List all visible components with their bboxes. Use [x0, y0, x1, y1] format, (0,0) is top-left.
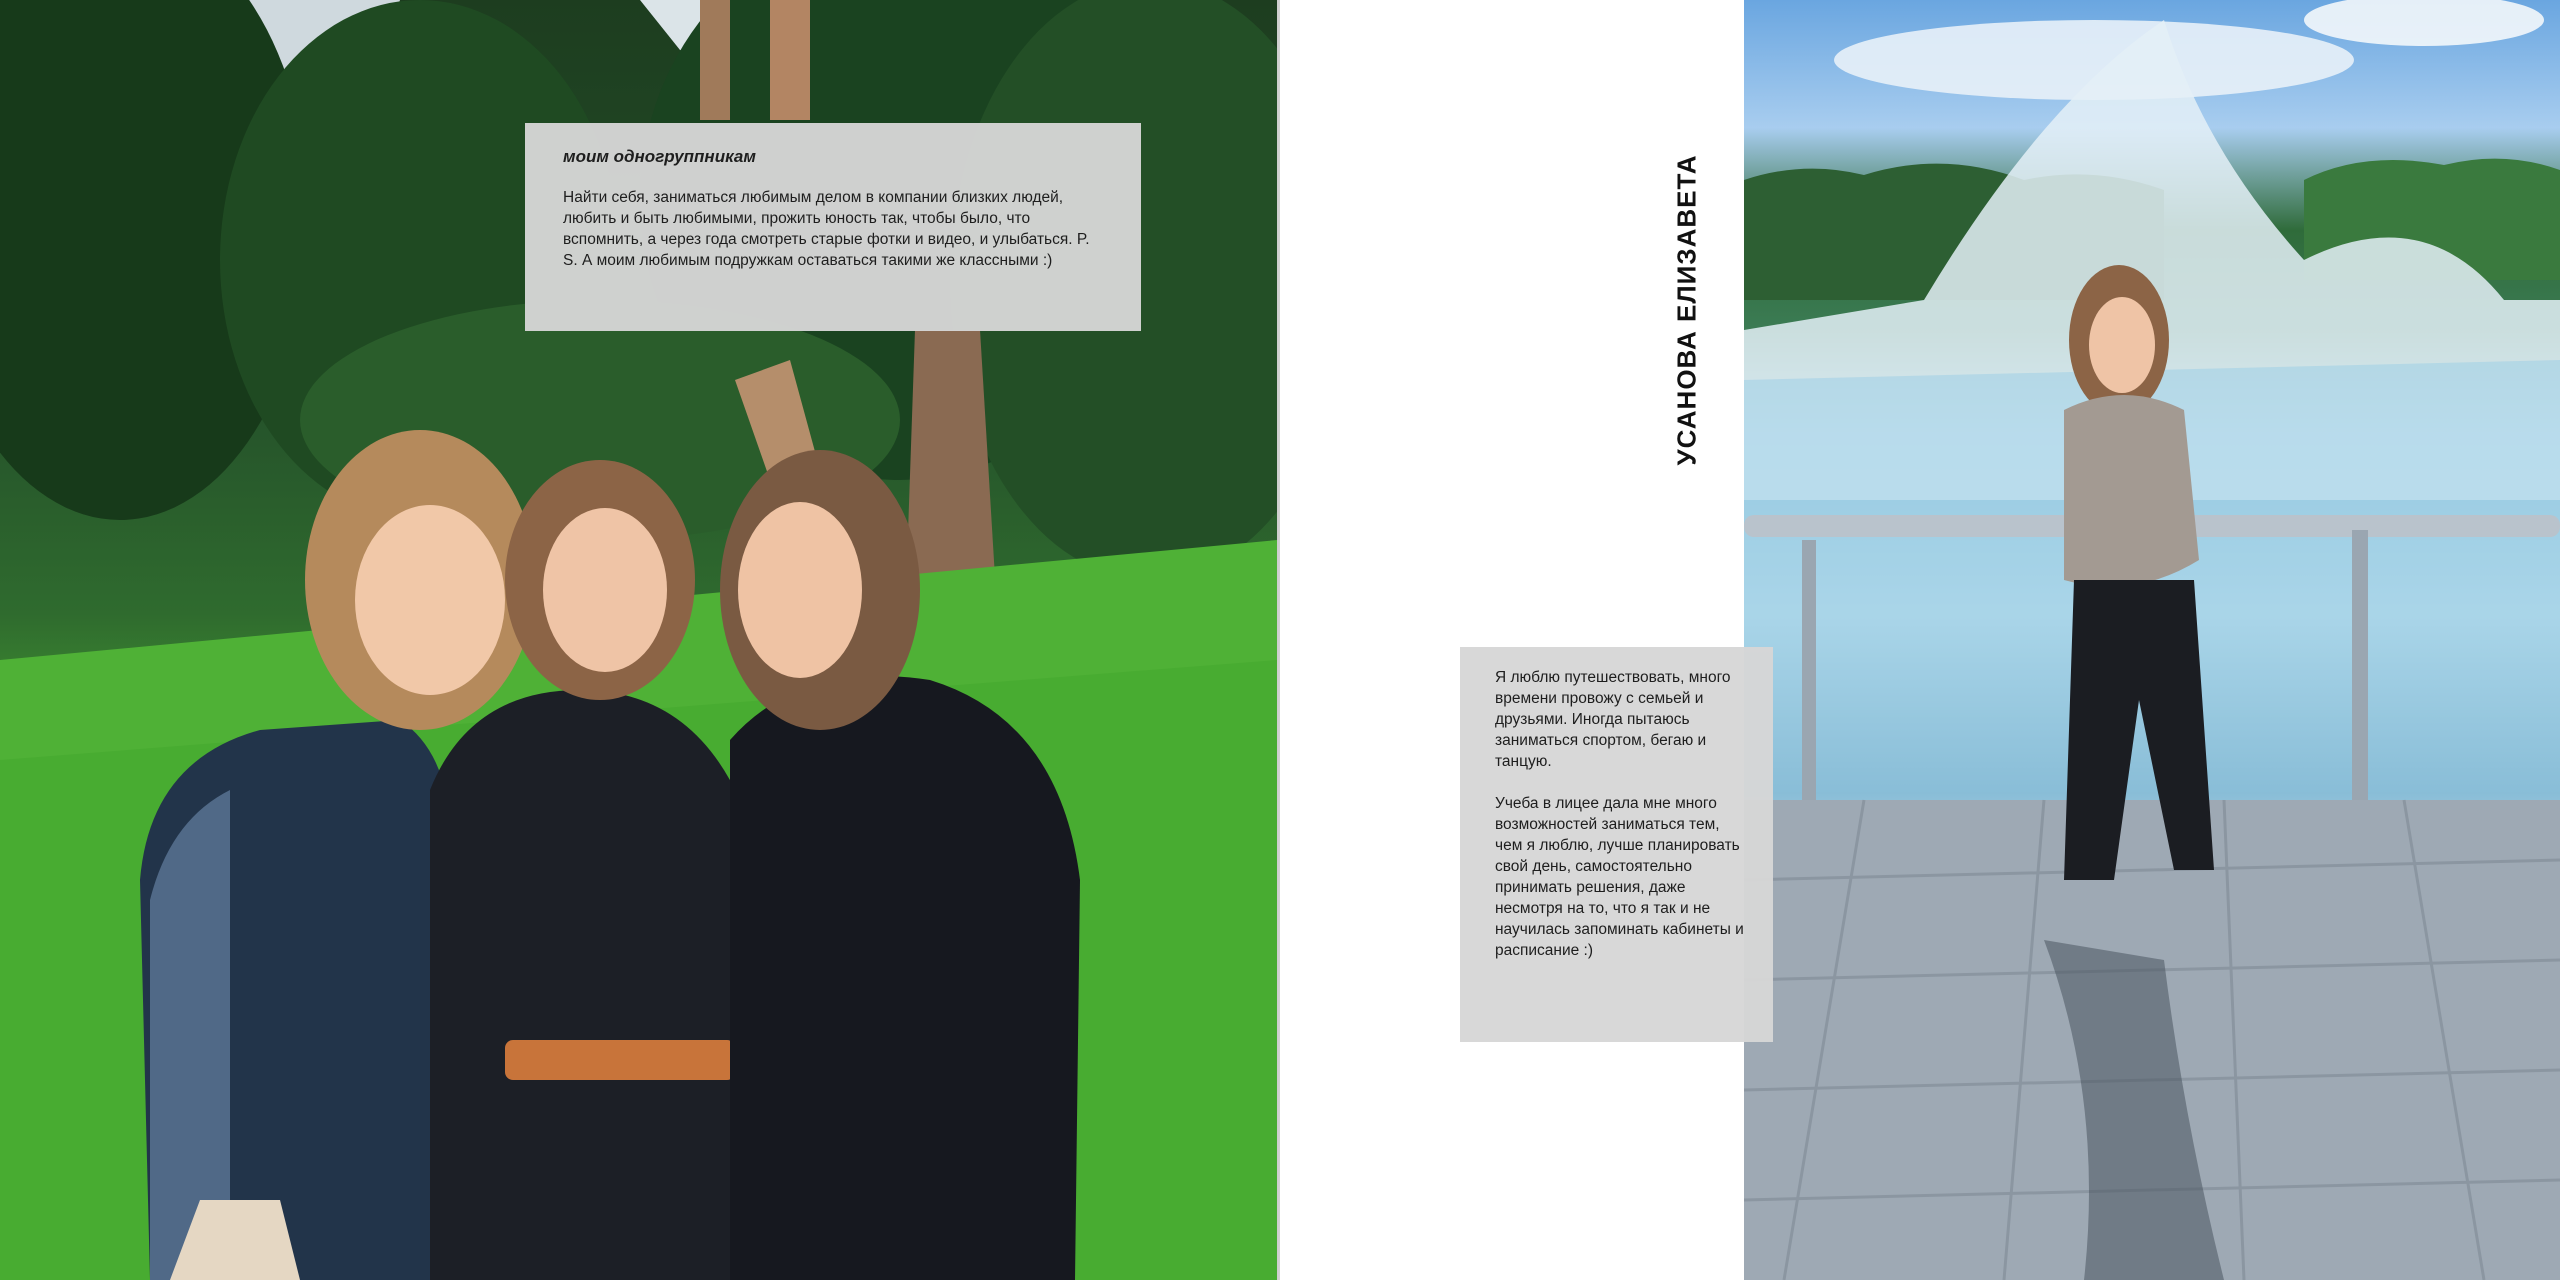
fountain-scene-illustration [1744, 0, 2560, 1280]
caption-heading: моим одногруппникам [563, 147, 756, 166]
caption-body: Найти себя, заниматься любимым делом в компании близких людей, любить и быть любимыми, прожить юность так, чтобы было, что вспомнить, а через года смотреть старые фотки и видео, и улыбаться. P. S. А моим любимым подружкам оставаться такими же классными :) [563, 189, 1090, 269]
classmates-caption [525, 123, 1141, 331]
bio-paragraph-1: Я люблю путешествовать, много времени провожу с семьей и друзьями. Иногда пытаюсь заниматься спортом, бегаю и танцую. [1495, 669, 1731, 770]
bio-caption [1460, 647, 1773, 1042]
student-name-text: УСАНОВА ЕЛИЗАВЕТА [1671, 154, 1702, 466]
bio-paragraph-2: Учеба в лицее дала мне много возможностей заниматься тем, чем я люблю, лучше планировать свой день, самостоятельно принимать решения, даже несмотря на то, что я так и не научилась запоминать кабинеты и расписание :) [1495, 795, 1744, 959]
student-name [1667, 154, 1707, 466]
fountain-photo [1744, 0, 2560, 1280]
